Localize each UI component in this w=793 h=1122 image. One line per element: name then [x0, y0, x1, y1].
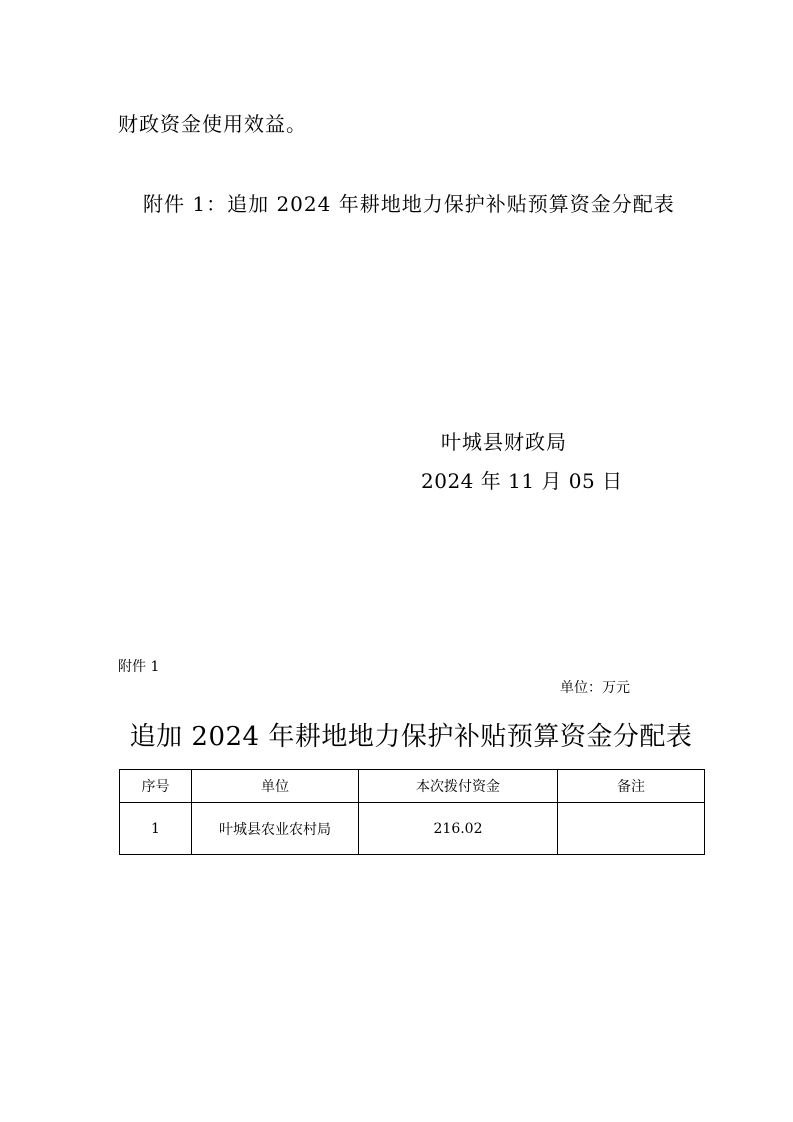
cell-remarks	[558, 803, 705, 855]
header-unit: 单位	[192, 770, 359, 803]
attachment-note: 附件 1：追加 2024 年耕地地力保护补贴预算资金分配表	[143, 192, 675, 216]
annex-label: 附件 1	[118, 659, 160, 675]
header-amount: 本次拨付资金	[359, 770, 558, 803]
table-row	[120, 803, 705, 855]
allocation-table	[119, 769, 705, 855]
issue-date: 2024 年 11 月 05 日	[421, 469, 623, 493]
unit-label: 单位：万元	[560, 680, 630, 696]
table-title: 追加 2024 年耕地地力保护补贴预算资金分配表	[129, 722, 693, 752]
cell-index: 1	[120, 803, 192, 855]
table-header-row	[120, 770, 705, 803]
cell-unit: 叶城县农业农村局	[192, 803, 359, 855]
header-index: 序号	[120, 770, 192, 803]
issuer-name: 叶城县财政局	[441, 430, 567, 454]
cell-amount: 216.02	[359, 803, 558, 855]
header-remarks: 备注	[558, 770, 705, 803]
paragraph-end-text: 财政资金使用效益。	[118, 112, 307, 136]
